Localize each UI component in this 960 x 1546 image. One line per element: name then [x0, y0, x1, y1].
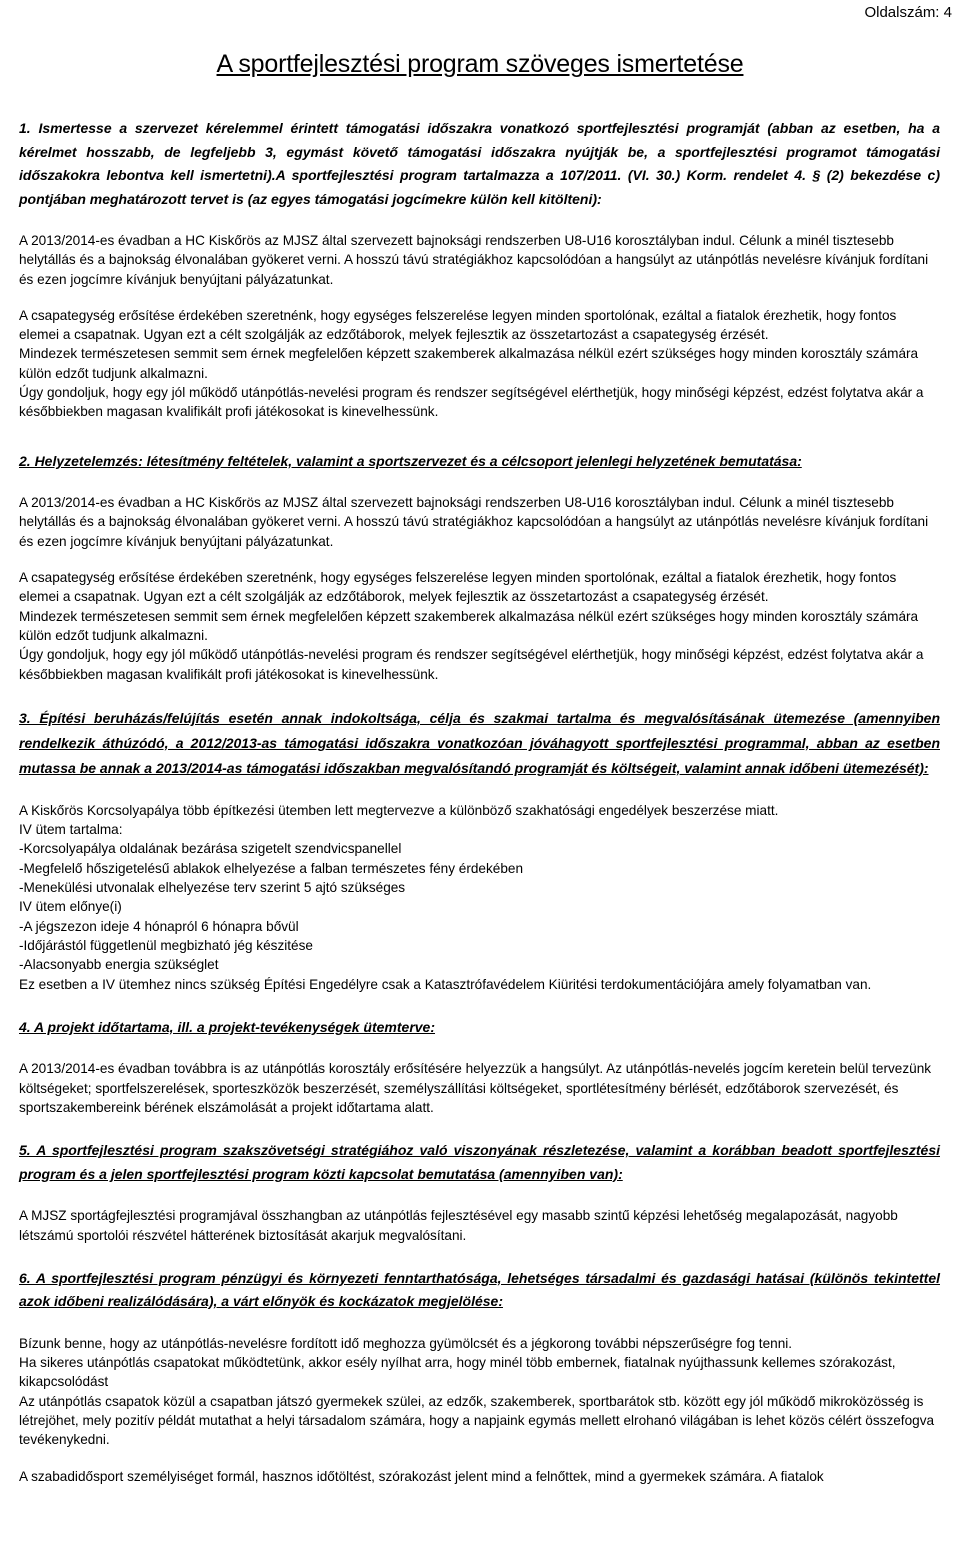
section-3-line: IV ütem előnye(i) [19, 899, 122, 915]
section-2-line: Mindezek természetesen semmit sem érnek megfelelően képzett szakemberek alkalmazása nélkül ezért szükséges hogy minden korosztály számára külön edzőt tudjunk alkalmazni. [19, 608, 919, 643]
section-3-line: IV ütem tartalma: [19, 822, 123, 838]
section-6-last-paragraph: A szabadidősport személyiséget formál, hasznos időtöltést, szórakozást jelent mind a felnőttek, mind a gyermekek számára. A fiatalok [19, 1468, 824, 1484]
section-3-line: -A jégszezon ideje 4 hónapról 6 hónapra bővül [19, 918, 299, 934]
section-2-paragraph-1: A 2013/2014-es évadban a HC Kiskőrös az MJSZ által szervezett bajnoksági rendszerben U8-U16 korosztályban indul. Célunk a minél tisztesebb helytállás és a bajnokság élvonalában gyökeret verni. A hosszú távú stratégiákhoz kapcsolódóan a hangsúlyt az utánpótlás nevelésre kívánjuk fordítani és ezen jogcímre kívánjuk benyújtani pályázatunkat. [19, 495, 929, 549]
page-number: Oldalszám: 4 [864, 4, 952, 21]
section-2-heading: 2. Helyzetelemzés: létesítmény feltételek, valamint a sportszervezet és a célcsoport jelenlegi helyzetének bemutatása: [19, 452, 802, 469]
section-3-heading: 3. Építési beruházás/felújítás esetén annak indokoltsága, célja és szakmai tartalma és megvalósításának ütemezése (amennyiben rendelkezik áthúzódó, a 2012/2013-as támogatási időszakra vonatkozóan jóváhagyott sportfejlesztési programmal, abban az esetben mutassa be annak a 2013/2014-as támogatási időszakban megvalósítandó programját és költségeit, valamint annak időbeni ütemezését): [19, 709, 940, 776]
document-body [19, 117, 940, 1486]
section-5-paragraph: A MJSZ sportágfejlesztési programjával összhangban az utánpótlás fejlesztésével egy masabb szintű képzési lehetőség megalapozását, nagyobb létszámú sportolói részvétel hátterének biztosítását akarjuk megvalósítani. [19, 1208, 898, 1243]
section-3-body [19, 801, 940, 994]
section-6-heading: 6. A sportfejlesztési program pénzügyi és környezeti fenntarthatósága, lehetséges társadalmi és gazdasági hatásai (különös tekintettel azok időbeni realizálódására), a várt előnyök és kockázatok megjelölése: [19, 1269, 940, 1310]
section-6-body [19, 1334, 940, 1450]
section-3-line: -Alacsonyabb energia szükséglet [19, 957, 219, 973]
section-3-line: -Korcsolyapálya oldalának bezárása szigetelt szendvicspanellel [19, 841, 402, 857]
section-1-paragraph-2 [19, 306, 940, 422]
section-4-heading: 4. A projekt időtartama, ill. a projekt-tevékenységek ütemterve: [19, 1018, 436, 1035]
section-1-line: A csapategység erősítése érdekében szeretnénk, hogy egységes felszerelése legyen minden sportolónak, ezáltal a fiatalok érezhetik, hogy fontos elemei a csapatnak. Ugyan ezt a célt szolgálják az edzőtáborok, melyek fejlesztik az összetartozást a csapategység érzését. [19, 307, 897, 343]
section-1-heading: 1. Ismertesse a szervezet kérelemmel érintett támogatási időszakra vonatkozó sportfejlesztési programját (abban az esetben, ha a kérelmet hosszabb, de legfeljebb 3, egymást követő támogatási időszakra nyújtják be, a sportfejlesztési programot támogatási időszakokra lebontva kell ismertetni).A sportfejlesztési program tartalmazza a 107/2011. (VI. 30.) Korm. rendelet 4. § (2) bekezdése c) pontjában meghatározott tervet is (az egyes támogatási jogcímekre külön kell kitölteni): [19, 120, 940, 207]
section-1-line: Úgy gondoljuk, hogy egy jól működő utánpótlás-nevelési program és rendszer segítségével elérthetjük, hogy minőségi képzést, edzést folytatva akár a későbbiekben magasan kvalifikált profi játékosokat is kinevelhessünk. [19, 385, 924, 420]
section-3-line: A Kiskőrös Korcsolyapálya több építkezési ütemben lett megtervezve a különböző szakhatósági engedélyek beszerzése miatt. [19, 802, 779, 818]
page-title: A sportfejlesztési program szöveges ismertetése [216, 50, 744, 78]
section-5-heading: 5. A sportfejlesztési program szakszövetségi stratégiához való viszonyának részletezése, valamint a korábban beadott sportfejlesztési program és a jelen sportfejlesztési program közti kapcsolat bemutatása (amennyiben van): [19, 1142, 940, 1182]
section-3-line: Ez esetben a IV ütemhez nincs szükség Építési Engedélyre csak a Katasztrófavédelem Kiüritési terdokumentációjára amely folyamatban van. [19, 976, 872, 992]
section-3-line: -Menekülési utvonalak elhelyezése terv szerint 5 ajtó szükséges [19, 880, 406, 896]
section-1-paragraph-1: A 2013/2014-es évadban a HC Kiskőrös az MJSZ által szervezett bajnoksági rendszerben U8-U16 korosztályban indul. Célunk a minél tisztesebb helytállás és a bajnokság élvonalában gyökeret verni. A hosszú távú stratégiákhoz kapcsolódóan a hangsúlyt az utánpótlás nevelésre kívánjuk fordítani és ezen jogcímre kívánjuk benyújtani pályázatunkat. [19, 233, 929, 287]
section-1-line: Mindezek természetesen semmit sem érnek megfelelően képzett szakemberek alkalmazása nélkül ezért szükséges hogy minden korosztály számára külön edzőt tudjunk alkalmazni. [19, 346, 919, 381]
section-6-line: Bízunk benne, hogy az utánpótlás-nevelésre fordított idő meghozza gyümölcsét és a jégkorong további népszerűségre fog tenni. [19, 1335, 793, 1351]
section-2-line: Úgy gondoljuk, hogy egy jól működő utánpótlás-nevelési program és rendszer segítségével elérthetjük, hogy minőségi képzést, edzést folytatva akár a későbbiekben magasan kvalifikált profi játékosokat is kinevelhessünk. [19, 647, 924, 682]
section-3-line: -Megfelelő hőszigetelésű ablakok elhelyezése a falban természetes fény érdekében [19, 860, 524, 876]
section-6-line: Ha sikeres utánpótlás csapatokat működtetünk, akkor esély nyílhat arra, hogy minél több embernek, fiatalnak nyújthassunk kellemes szórakozást, kikapcsolódást [19, 1355, 896, 1390]
section-2-line: A csapategység erősítése érdekében szeretnénk, hogy egységes felszerelése legyen minden sportolónak, ezáltal a fiatalok érezhetik, hogy fontos elemei a csapatnak. Ugyan ezt a célt szolgálják az edzőtáborok, melyek fejlesztik az összetartozást a csapategység érzését. [19, 570, 897, 605]
section-2-paragraph-2 [19, 568, 940, 684]
section-3-line: -Időjárástól függetlenül megbizható jég készitése [19, 937, 313, 953]
section-4-paragraph: A 2013/2014-es évadban továbbra is az utánpótlás korosztály erősítésére helyezzük a hangsúlyt. Az utánpótlás-nevelés jogcím keretein belül tervezünk költségeket; sportfelszerelések, sporteszközök beszerzését, személyszállítási költségeket, sportlétesítmény bérlését, edzőtáborok szervezését, és sportszakembereink bérének elszámolását a projekt időtartama alatt. [19, 1061, 932, 1115]
section-6-line: Az utánpótlás csapatok közül a csapatban játszó gyermekek szülei, az edzők, szakemberek, sportbarátok stb. között egy jól működő mikroközösség is létrejöhet, mely pozitív példát mutathat a helyi társadalom számára, hogy a napjaink egymás mellett elrohanó világában is lehet közös célért összefogva tevékenykedni. [19, 1393, 935, 1448]
